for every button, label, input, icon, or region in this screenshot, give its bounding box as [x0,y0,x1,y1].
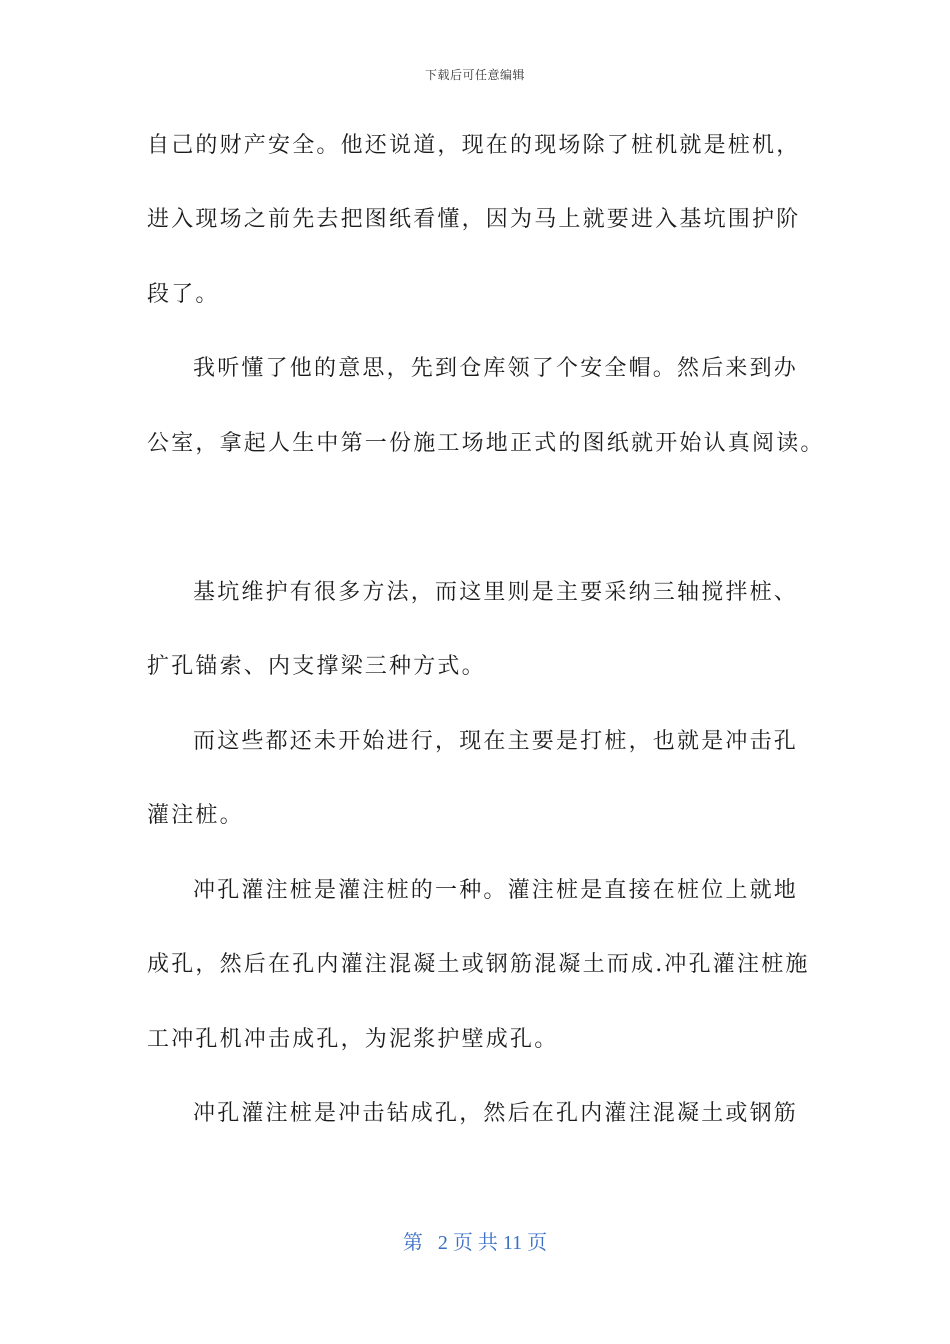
paragraph-line: 段了。 [147,282,220,307]
paragraph-line: 灌注桩。 [147,803,244,828]
paragraph-line: 基坑维护有很多方法，而这里则是主要采纳三轴搅拌桩、 [193,580,799,605]
paragraph-line: 成孔，然后在孔内灌注混凝土或钢筋混凝土而成.冲孔灌注桩施 [147,952,810,977]
paragraph-line: 自己的财产安全。他还说道，现在的现场除了桩机就是桩机， [147,133,801,158]
paragraph-line: 扩孔锚索、内支撑梁三种方式。 [147,654,486,679]
header-note: 下载后可任意编辑 [424,68,525,82]
page-number: 第 2 页 共 11 页 [402,1232,548,1254]
paragraph-line: 冲孔灌注桩是灌注桩的一种。灌注桩是直接在桩位上就地 [193,878,799,903]
paragraph-line: 工冲孔机冲击成孔，为泥浆护壁成孔。 [147,1027,559,1052]
paragraph-line: 而这些都还未开始进行，现在主要是打桩，也就是冲击孔 [193,729,799,754]
paragraph-line: 我听懂了他的意思，先到仓库领了个安全帽。然后来到办 [193,356,799,381]
paragraph-line: 公室，拿起人生中第一份施工场地正式的图纸就开始认真阅读。 [147,431,825,456]
paragraph-line: 进入现场之前先去把图纸看懂，因为马上就要进入基坑围护阶 [147,207,801,232]
paragraph-line: 冲孔灌注桩是冲击钻成孔，然后在孔内灌注混凝土或钢筋 [193,1101,799,1126]
